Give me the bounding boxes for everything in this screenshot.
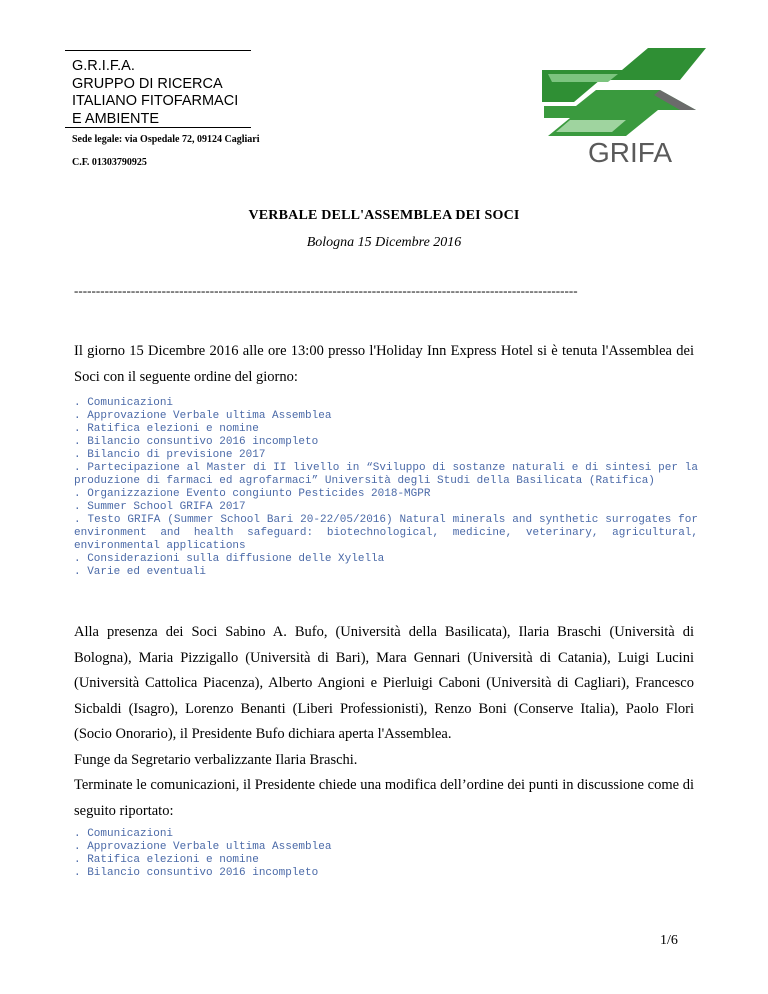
- agenda-item: . Considerazioni sulla diffusione delle Xylella: [74, 553, 385, 565]
- agenda-item: . Bilancio di previsione 2017: [74, 449, 266, 461]
- intro-text: Il giorno 15 Dicembre 2016 alle ore 13:00 presso l'Holiday Inn Express Hotel si è tenuta l'Assemblea dei Soci con il seguente ordine del giorno:: [74, 343, 694, 385]
- agenda-item: . Comunicazioni: [74, 828, 174, 840]
- agenda-item: . Organizzazione Evento congiunto Pesticides 2018-MGPR: [74, 488, 431, 500]
- agenda-item: . Summer School GRIFA 2017: [74, 501, 246, 513]
- grifa-logo: [530, 40, 710, 170]
- agenda-list-2: [74, 828, 698, 880]
- agenda-item: . Testo GRIFA (Summer School Bari 20-22/05/2016) Natural minerals and synthetic surrogates for environment and health safeguard: biotechnological, medicine, veterinary, agricultural, environmental applications: [74, 514, 705, 552]
- agenda-item: . Ratifica elezioni e nomine: [74, 854, 259, 866]
- organization-name: [72, 58, 238, 128]
- agenda-item: . Partecipazione al Master di II livello in “Sviluppo di sostanze naturali e di sintesi per la produzione di farmaci ed agrofarmaci” Università degli Studi della Basilicata (Ratifica): [74, 462, 705, 487]
- registered-office: Sede legale: via Ospedale 72, 09124 Cagliari: [72, 134, 260, 145]
- agenda-item: . Bilancio consuntivo 2016 incompleto: [74, 867, 319, 879]
- agenda-item: . Ratifica elezioni e nomine: [74, 423, 259, 435]
- presence-text: Alla presenza dei Soci Sabino A. Bufo, (Università della Basilicata), Ilaria Braschi (Università di Bologna), Maria Pizzigallo (Università di Bari), Mara Gennari (Università di Catania), Luigi Lucini (Università Cattolica Piacenza), Alberto Angioni e Pierluigi Caboni (Università di Cagliari), Francesco Sicbaldi (Isagro), Lorenzo Benanti (Liberi Professionisti), Renzo Boni (Conserve Italia), Paolo Flori (Socio Onorario), il Presidente Bufo dichiara aperta l'Assemblea.: [74, 624, 694, 742]
- separator-line: -------------------------------------------------------------------------------------------------------------------: [74, 283, 578, 298]
- document-title: VERBALE DELL'ASSEMBLEA DEI SOCI: [248, 208, 520, 223]
- logo-text: GRIFA: [587, 137, 673, 168]
- agenda-item: . Bilancio consuntivo 2016 incompleto: [74, 436, 319, 448]
- agenda-item: . Varie ed eventuali: [74, 566, 207, 578]
- agenda-item: . Approvazione Verbale ultima Assemblea: [74, 410, 332, 422]
- document-subtitle: Bologna 15 Dicembre 2016: [306, 235, 462, 250]
- logo-upper-highlight: [548, 74, 618, 82]
- org-line-3: ITALIANO FITOFARMACI: [72, 93, 239, 109]
- presence-paragraph: [74, 620, 694, 824]
- header-rule-bottom: [65, 127, 251, 128]
- org-line-2: GRUPPO DI RICERCA: [72, 75, 223, 92]
- modification-text: Terminate le comunicazioni, il Presidente chiede una modifica dell’ordine dei punti in discussione come di seguito riportato:: [74, 777, 694, 819]
- intro-paragraph: [74, 339, 694, 390]
- tax-code: C.F. 01303790925: [72, 157, 147, 168]
- org-line-1: G.R.I.F.A.: [72, 58, 135, 74]
- agenda-item: . Comunicazioni: [74, 397, 174, 409]
- page-number: 1/6: [660, 933, 678, 948]
- agenda-item: . Approvazione Verbale ultima Assemblea: [74, 841, 332, 853]
- org-line-4: E AMBIENTE: [72, 110, 160, 127]
- secretary-text: Funge da Segretario verbalizzante Ilaria Braschi.: [74, 751, 358, 768]
- header-rule-top: [65, 50, 251, 51]
- agenda-list-1: [74, 397, 705, 579]
